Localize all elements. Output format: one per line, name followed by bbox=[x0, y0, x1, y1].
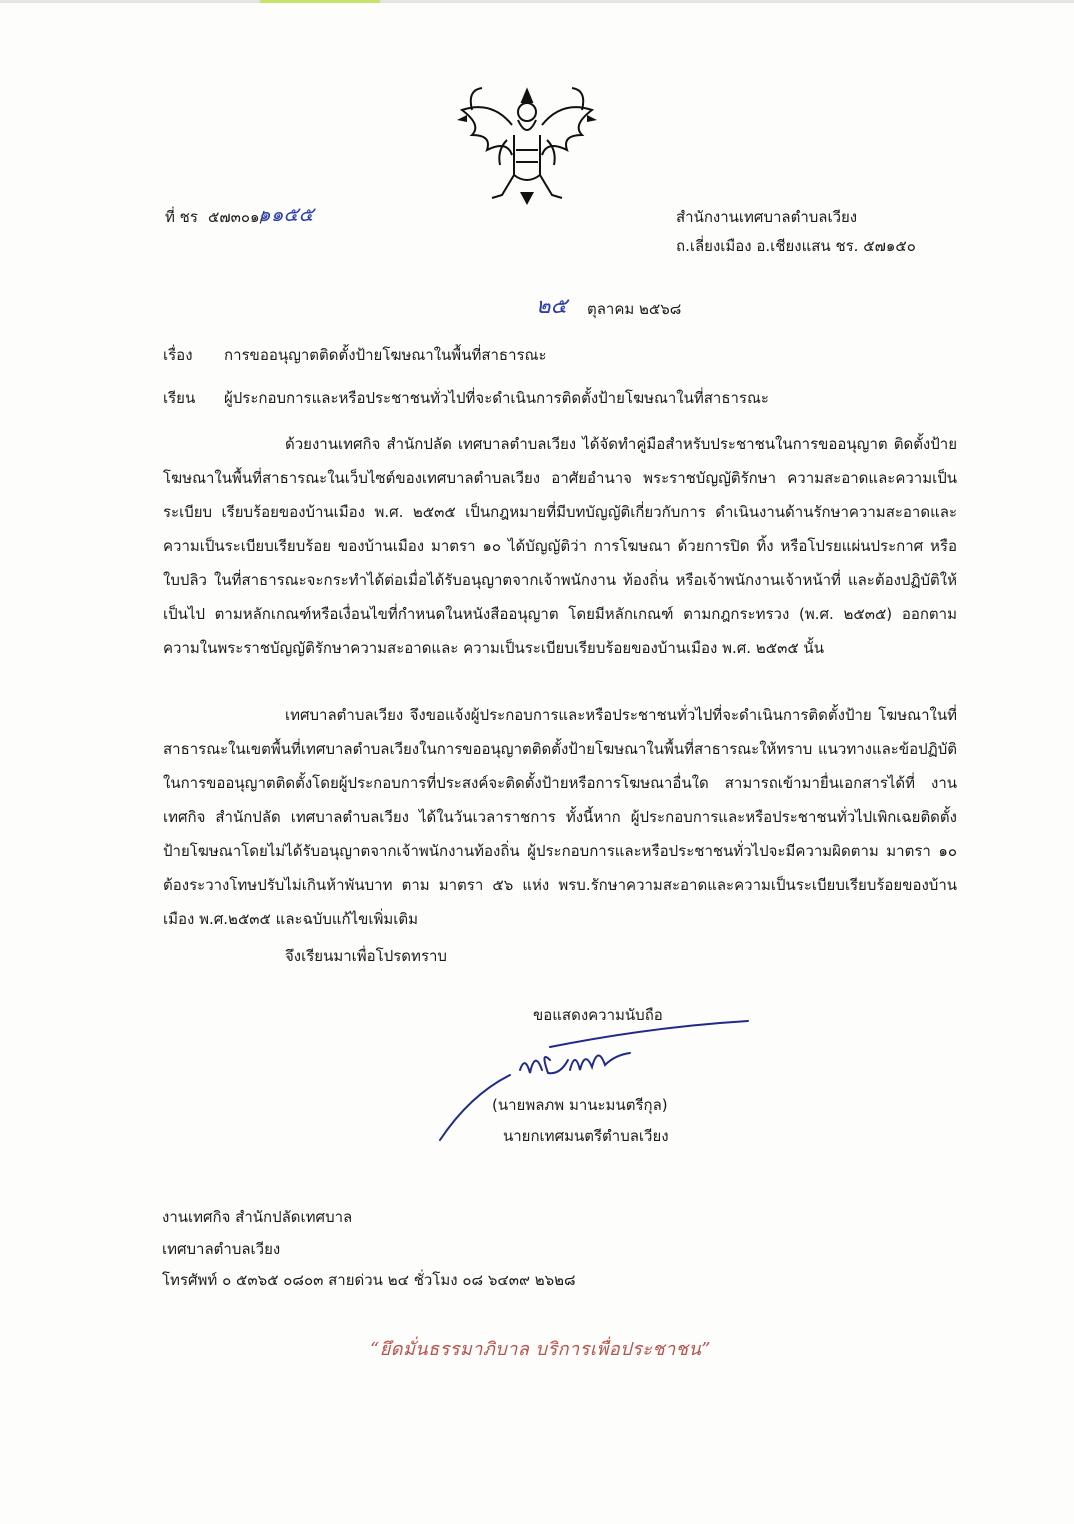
regards-line: ขอแสดงความนับถือ bbox=[533, 1006, 663, 1024]
scan-highlight bbox=[260, 0, 380, 3]
reference-handwritten: ๑๑๕๕ bbox=[258, 202, 314, 226]
addressee-label: เรียน bbox=[163, 389, 196, 407]
body-paragraph-1 bbox=[163, 427, 957, 665]
office-address: ถ.เลี่ยงเมือง อ.เชียงแสน ชร. ๕๗๑๕๐ bbox=[676, 237, 916, 255]
reference-label: ที่ ชร bbox=[165, 208, 198, 226]
garuda-emblem-icon bbox=[452, 80, 602, 210]
paragraph-2-text: เทศบาลตำบลเวียง จึงขอแจ้งผู้ประกอบการและหรือประชาชนทั่วไปที่จะดำเนินการติดตั้งป้าย โฆษณาในที่สาธารณะในเขตพื้นที่เทศบาลตำบลเวียงในการขออนุญาตติดตั้งป้ายโฆษณาในพื้นที่สาธารณะให้ทราบ แนวทางและข้อปฏิบัติในการขออนุญาตติดตั้งโดยผู้ประกอบการที่ประสงค์จะติดตั้งป้ายหรือการโฆษณาอื่นใด สามารถเข้ามายื่นเอกสารได้ที่ งานเทศกิจ สำนักปลัด เทศบาลตำบลเวียง ได้ในวันเวลาราชการ ทั้งนี้หาก ผู้ประกอบการและหรือประชาชนทั่วไปเพิกเฉยติดตั้งป้ายโฆษณาโดยไม่ได้รับอนุญาตจากเจ้าพนักงานท้องถิ่น ผู้ประกอบการและหรือประชาชนทั่วไปจะมีความผิดตาม มาตรา ๑๐ ต้องระวางโทษปรับไม่เกินห้าพันบาท ตาม มาตรา ๕๖ แห่ง พรบ.รักษาความสะอาดและความเป็นระเบียบเรียบร้อยของบ้านเมือง พ.ศ.๒๕๓๕ และฉบับแก้ไขเพิ่มเติม bbox=[163, 706, 957, 928]
subject-label: เรื่อง bbox=[163, 346, 193, 364]
footer-phone: โทรศัพท์ ๐ ๕๓๖๕ ๐๘๐๓ สายด่วน ๒๔ ชั่วโมง ๐๘ ๖๔๓๙ ๒๖๒๘ bbox=[162, 1271, 576, 1289]
date-day-handwritten: ๒๕ bbox=[536, 294, 568, 319]
footer-municipality: เทศบาลตำบลเวียง bbox=[162, 1240, 281, 1258]
office-name: สำนักงานเทศบาลตำบลเวียง bbox=[676, 208, 858, 226]
scan-edge bbox=[0, 0, 1074, 3]
paragraph-1-text: ด้วยงานเทศกิจ สำนักปลัด เทศบาลตำบลเวียง ได้จัดทำคู่มือสำหรับประชาชนในการขออนุญาต ติดตั้งป้ายโฆษณาในพื้นที่สาธารณะในเว็บไซต์ของเทศบาลตำบลเวียง อาศัยอำนาจ พระราชบัญญัติรักษา ความสะอาดและความเป็นระเบียบ เรียบร้อยของบ้านเมือง พ.ศ. ๒๕๓๕ เป็นกฎหมายที่มีบทบัญญัติเกี่ยวกับการ ดำเนินงานด้านรักษาความสะอาดและความเป็นระเบียบเรียบร้อย ของบ้านเมือง มาตรา ๑๐ ได้บัญญัติว่า การโฆษณา ด้วยการปิด ทิ้ง หรือโปรยแผ่นประกาศ หรือใบปลิว ในที่สาธารณะจะกระทำได้ต่อเมื่อได้รับอนุญาตจากเจ้าพนักงาน ท้องถิ่น หรือเจ้าพนักงานเจ้าหน้าที่ และต้องปฏิบัติให้เป็นไป ตามหลักเกณฑ์หรือเงื่อนไขที่กำหนดในหนังสืออนุญาต โดยมีหลักเกณฑ์ ตามกฎกระทรวง (พ.ศ. ๒๕๓๕) ออกตามความในพระราชบัญญัติรักษาความสะอาดและ ความเป็นระเบียบเรียบร้อยของบ้านเมือง พ.ศ. ๒๕๓๕ นั้น bbox=[163, 435, 957, 657]
signer-name: (นายพลภพ มานะมนตรีกุล) bbox=[492, 1096, 668, 1114]
reference-number: ๕๗๓๐๑/ bbox=[208, 208, 265, 226]
body-paragraph-2 bbox=[163, 698, 957, 936]
signer-title: นายกเทศมนตรีตำบลเวียง bbox=[503, 1127, 669, 1145]
addressee-text: ผู้ประกอบการและหรือประชาชนทั่วไปที่จะดำเนินการติดตั้งป้ายโฆษณาในที่สาธารณะ bbox=[224, 389, 769, 407]
footer-department: งานเทศกิจ สำนักปลัดเทศบาล bbox=[162, 1208, 353, 1226]
closing-line: จึงเรียนมาเพื่อโปรดทราบ bbox=[285, 947, 447, 965]
subject-text: การขออนุญาตติดตั้งป้ายโฆษณาในพื้นที่สาธารณะ bbox=[224, 346, 547, 364]
date-month-year: ตุลาคม ๒๕๖๘ bbox=[587, 300, 682, 318]
footer-motto: “ยึดมั่นธรรมาภิบาล บริการเพื่อประชาชน” bbox=[370, 1339, 711, 1360]
